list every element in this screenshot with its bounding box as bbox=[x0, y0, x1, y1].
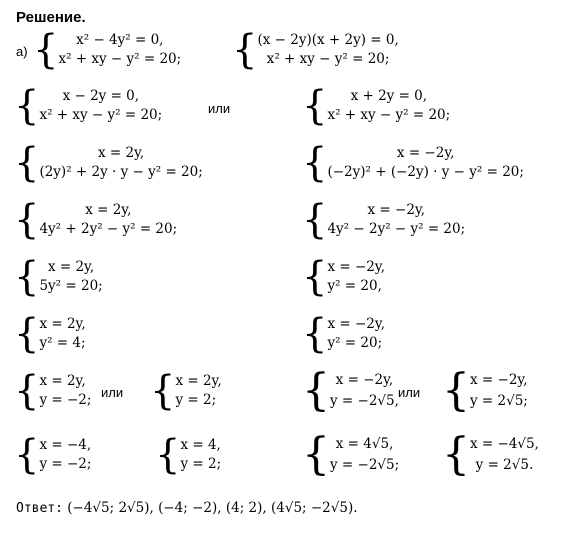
or-label: или bbox=[101, 385, 124, 400]
equation-line: x² + xy − y² = 20; bbox=[39, 107, 163, 123]
equation-line: x = 2y, bbox=[175, 373, 222, 389]
brace-icon: { bbox=[150, 368, 176, 414]
brace-icon: { bbox=[14, 197, 40, 243]
equation-line: x = 2y, bbox=[39, 373, 86, 389]
system-20 bbox=[442, 429, 539, 480]
equation-line: (x − 2y)(x + 2y) = 0, bbox=[257, 32, 399, 48]
answer bbox=[16, 500, 358, 516]
brace-icon: { bbox=[302, 140, 328, 186]
equation-line: y = −2; bbox=[39, 456, 92, 472]
brace-icon: { bbox=[302, 311, 328, 357]
system-2 bbox=[232, 27, 399, 73]
brace-icon: { bbox=[302, 197, 328, 243]
brace-icon: { bbox=[14, 254, 40, 300]
equation-line: 5y² = 20; bbox=[39, 278, 103, 294]
equation-line: x = 2y, bbox=[39, 316, 86, 332]
answer-value: (−4√5; 2√5), (−4; −2), (4; 2), (4√5; −2√5). bbox=[67, 500, 358, 516]
brace-icon: { bbox=[442, 429, 470, 480]
equation-line: x = −4√5, bbox=[470, 436, 539, 452]
equation-line: x = −2y, bbox=[335, 372, 394, 388]
brace-icon: { bbox=[33, 27, 59, 73]
brace-icon: { bbox=[302, 365, 330, 416]
system-10 bbox=[302, 254, 385, 300]
equation-line: y² = 20; bbox=[327, 335, 383, 351]
system-19 bbox=[302, 429, 400, 480]
system-6 bbox=[302, 140, 524, 186]
system-13 bbox=[14, 368, 92, 414]
equation-line: 4y² + 2y² − y² = 20; bbox=[39, 221, 178, 237]
brace-icon: { bbox=[232, 27, 258, 73]
or-label: или bbox=[398, 385, 421, 400]
system-18 bbox=[155, 432, 222, 478]
equation-line: x = −2y, bbox=[396, 145, 455, 161]
equation-line: y = −2√5, bbox=[330, 393, 399, 409]
equation-line: x = 2y, bbox=[47, 259, 95, 275]
equation-line: x² − 4y² = 0, bbox=[76, 32, 164, 48]
or-label: или bbox=[208, 101, 231, 116]
equation-line: 4y² − 2y² − y² = 20; bbox=[327, 221, 466, 237]
part-label: а) bbox=[16, 44, 28, 59]
brace-icon: { bbox=[14, 311, 40, 357]
brace-icon: { bbox=[14, 368, 40, 414]
brace-icon: { bbox=[14, 140, 40, 186]
system-3 bbox=[14, 83, 163, 129]
equation-line: x² + xy − y² = 20; bbox=[327, 107, 451, 123]
equation-line: y² = 4; bbox=[39, 335, 86, 351]
equation-line: x = −2y, bbox=[470, 372, 528, 388]
system-15 bbox=[302, 365, 399, 416]
brace-icon: { bbox=[155, 432, 181, 478]
system-12 bbox=[302, 311, 385, 357]
answer-label: Ответ: bbox=[16, 501, 63, 516]
brace-icon: { bbox=[14, 83, 40, 129]
system-9 bbox=[14, 254, 103, 300]
brace-icon: { bbox=[442, 365, 470, 416]
system-14 bbox=[150, 368, 222, 414]
equation-line: y = −2√5; bbox=[330, 457, 400, 473]
system-16 bbox=[442, 365, 528, 416]
equation-line: x = 4√5, bbox=[335, 436, 394, 452]
system-17 bbox=[14, 432, 92, 478]
system-4 bbox=[302, 83, 451, 129]
brace-icon: { bbox=[302, 83, 328, 129]
equation-line: y = 2; bbox=[180, 456, 222, 472]
equation-line: y = 2√5. bbox=[475, 457, 534, 473]
brace-icon: { bbox=[302, 254, 328, 300]
equation-line: y = −2; bbox=[39, 392, 92, 408]
system-11 bbox=[14, 311, 86, 357]
solution-title: Решение. bbox=[16, 9, 86, 26]
equation-line: (2y)² + 2y · y − y² = 20; bbox=[39, 164, 203, 180]
equation-line: x = −2y, bbox=[327, 259, 385, 275]
equation-line: x = 4, bbox=[180, 437, 221, 453]
equation-line: x = −2y, bbox=[367, 202, 426, 218]
equation-line: x² + xy − y² = 20; bbox=[58, 51, 182, 67]
equation-line: x = 2y, bbox=[98, 145, 145, 161]
equation-line: y² = 20, bbox=[327, 278, 382, 294]
system-5 bbox=[14, 140, 203, 186]
equation-line: x = 2y, bbox=[85, 202, 132, 218]
equation-line: (−2y)² + (−2y) · y − y² = 20; bbox=[327, 164, 524, 180]
system-7 bbox=[14, 197, 178, 243]
equation-line: x + 2y = 0, bbox=[350, 88, 428, 104]
equation-line: x² + xy − y² = 20; bbox=[266, 51, 390, 67]
system-1 bbox=[33, 27, 182, 73]
equation-line: x = −2y, bbox=[327, 316, 385, 332]
brace-icon: { bbox=[302, 429, 330, 480]
equation-line: y = 2√5; bbox=[470, 393, 528, 409]
equation-line: x − 2y = 0, bbox=[62, 88, 140, 104]
brace-icon: { bbox=[14, 432, 40, 478]
system-8 bbox=[302, 197, 466, 243]
equation-line: x = −4, bbox=[39, 437, 92, 453]
equation-line: y = 2; bbox=[175, 392, 217, 408]
